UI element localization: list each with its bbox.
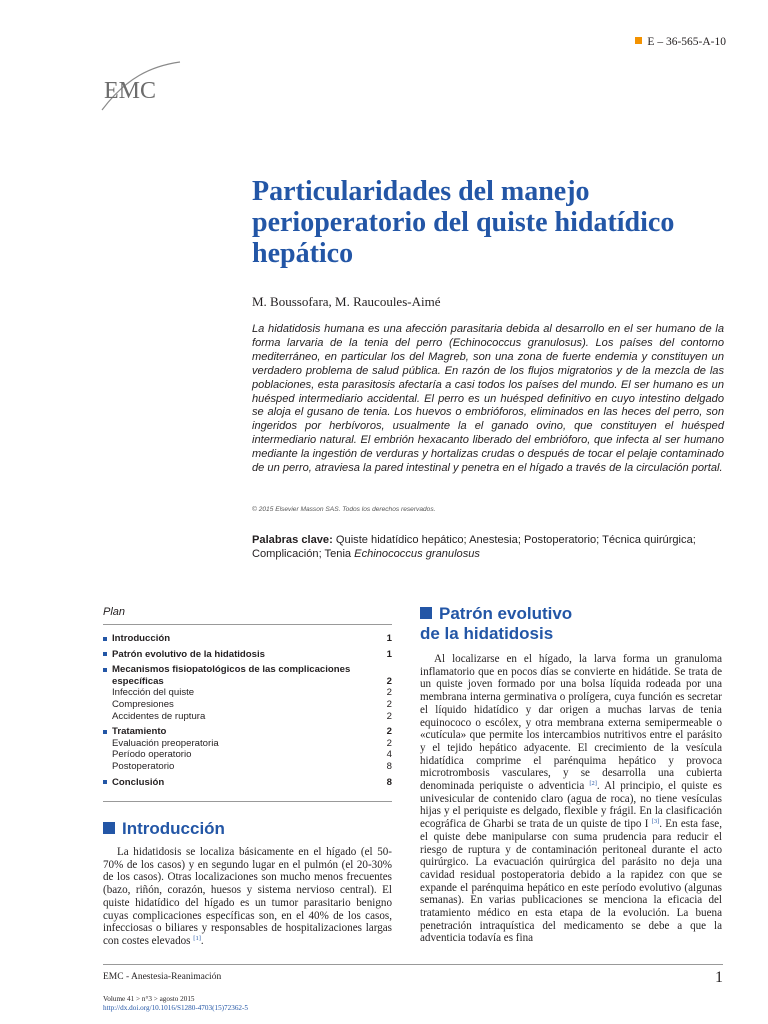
plan-bottom-rule xyxy=(103,801,392,802)
plan-item-page: 2 xyxy=(386,675,392,687)
article-title: Particularidades del manejo perioperatorio del quiste hidatídico hepático xyxy=(252,176,675,269)
footer-volume: Volume 41 > n°3 > agosto 2015 xyxy=(103,995,195,1003)
plan-item-page: 2 xyxy=(386,687,392,699)
keywords xyxy=(252,533,724,561)
plan-item-page: 4 xyxy=(386,749,392,761)
patron-paragraph: Al localizarse en el hígado, la larva forma un granuloma inflamatorio que en pocos días se convierte en hidátide. Se trata de un quiste joven formado por una bolsa líquida rodeada por una membrana interna germinativa o prolígera, cuya función es secretar el líquido hidatídico y dar origen a muchas larvas de tenia equinococo o escólex, y otra membrana externa semipermeable o «cutícula» que permite los intercambios nutritivos entre el parásito y el tejido hepático adyacente. El crecimiento de la vesícula hidatídica comprime el parénquima hepático y provoca microtrombosis vasculares, y se desarrolla una cubierta denominada periquiste o adventicia [2]. Al principio, el quiste es univesicular de contenido claro (agua de roca), no tiene vesículas hijas y el periquiste es delgado, flexible y frágil. En la clasificación ecográfica de Gharbi se trata de un quiste de tipo I [3]. En esta fase, el quiste debe manipularse con suma prudencia para reducir el riesgo de ruptura y de contaminación peritoneal durante el acto quirúrgico. La evacuación quirúrgica del parásito no deja una cavidad residual postoperatoria debido a la rapidez con que se expande el parénquima hepático en este período evolutivo (algunas semanas). En varias publicaciones se menciona la eficacia del tratamiento médico en esta etapa de la evolución. La buena penetración intraquística del medicamento se debe a que la adventicia todavía es fina xyxy=(420,653,722,945)
copyright-notice: © 2015 Elsevier Masson SAS. Todos los derechos reservados. xyxy=(252,506,436,513)
plan-item-label: Introducción xyxy=(112,633,171,644)
plan-item-label: Evaluación preoperatoria xyxy=(112,737,219,749)
plan-top-rule xyxy=(103,624,392,625)
section-heading-patron-evolutivo: Patrón evolutivo de la hidatidosis xyxy=(420,604,573,643)
plan-item-label: Infección del quiste xyxy=(112,687,195,699)
keywords-label: Palabras clave: xyxy=(252,534,333,546)
footer-rule xyxy=(103,964,723,965)
plan-item[interactable] xyxy=(103,761,392,773)
plan-item[interactable] xyxy=(103,749,392,761)
section-heading-introduccion: Introducción xyxy=(103,819,225,839)
reference-link[interactable]: [3] xyxy=(651,818,660,826)
plan-item-label: Tratamiento xyxy=(112,726,167,738)
plan-item-label: específicas xyxy=(112,675,164,687)
plan-item-label: Compresiones xyxy=(112,698,174,710)
plan-item-page xyxy=(384,664,392,676)
doi-link[interactable]: http://dx.doi.org/10.1016/S1280-4703(15)72362-5 xyxy=(103,1004,249,1012)
plan-item-label: Postoperatorio xyxy=(112,760,175,772)
keywords-italic: Echinococcus granulosus xyxy=(354,548,480,560)
plan-item-page: 8 xyxy=(386,760,392,772)
emc-logo xyxy=(96,58,186,118)
orange-square-icon xyxy=(635,37,642,44)
keywords-list: Quiste hidatídico hepático; Anestesia; Postoperatorio; Técnica quirúrgica; Complicación; Tenia xyxy=(252,534,696,560)
plan-item-label: Mecanismos fisiopatológicos de las complicaciones xyxy=(112,664,351,676)
article-authors: M. Boussofara, M. Raucoules-Aimé xyxy=(252,294,441,309)
plan-item-page: 2 xyxy=(386,726,392,738)
plan-item-label: Patrón evolutivo de la hidatidosis xyxy=(112,648,265,660)
plan-item-page: 1 xyxy=(386,633,392,644)
plan-item[interactable] xyxy=(103,777,392,789)
plan-item-label: Conclusión xyxy=(112,776,165,788)
plan-list xyxy=(103,633,392,788)
plan-item[interactable] xyxy=(103,687,392,699)
article-reference-code: E – 36-565-A-10 xyxy=(635,36,726,48)
plan-item[interactable] xyxy=(103,664,392,676)
plan-item[interactable] xyxy=(103,676,392,688)
plan-item-page: 2 xyxy=(386,737,392,749)
reference-link[interactable]: [1] xyxy=(193,934,201,942)
plan-item-page: 8 xyxy=(386,776,392,788)
intro-paragraph: La hidatidosis se localiza básicamente en el hígado (el 50-70% de los casos) y en segundo lugar en el pulmón (el 20-30% de los casos). Otras localizaciones son mucho menos frecuentes (bazo, riñón, corazón, huesos y sistema nervioso central). El quiste hidatídico del hígado es un tumor parasitario benigno cuyas complicaciones específicas son, en el 40% de los casos, infecciosas o biliares y responsables de hospitalizaciones largas con costes elevados [1]. xyxy=(103,846,392,947)
svg-text:EMC: EMC xyxy=(104,78,157,104)
article-abstract: La hidatidosis humana es una afección parasitaria debida al desarrollo en el ser humano de la forma larvaria de la tenia del perro (Echinococcus granulosus). Los países del contorno mediterráneo, en particular los del Magreb, son una zona de fuerte endemia y constituyen un verdadero problema de salud pública. En razón de los flujos migratorios y de la mezcla de las poblaciones, esta parasitosis afectaría a casi todos los países del mundo. El ser humano es un huésped intermediario accidental. El perro es un huésped definitivo en cuyo intestino delgado se aloja el gusano de tenia. Los huevos o embrióforos, eliminados en las heces del perro, son ingeridos por herbívoros, usualmente la el ganado ovino, que constituyen el huésped intermediario natural. El embrión hexacanto liberado del embrióforo, que infecta al ser humano mediante la ingestión de verduras y hortalizas crudas o después de tocar el pelaje contaminado de un perro, atraviesa la pared intestinal y penetra en el hígado a través de la circulación portal. xyxy=(252,323,724,475)
footer-journal: EMC - Anestesia-Reanimación xyxy=(103,972,222,982)
plan-item-page: 2 xyxy=(386,710,392,722)
plan-item[interactable] xyxy=(103,633,392,645)
page-number: 1 xyxy=(715,969,723,986)
plan-item-page: 2 xyxy=(386,698,392,710)
plan-item-label: Accidentes de ruptura xyxy=(112,710,206,722)
plan-item[interactable] xyxy=(103,726,392,738)
blue-square-icon xyxy=(420,607,432,619)
plan-item[interactable] xyxy=(103,649,392,661)
plan-item[interactable] xyxy=(103,738,392,750)
reference-link[interactable]: [2] xyxy=(589,780,597,788)
plan-item[interactable] xyxy=(103,699,392,711)
plan-item[interactable] xyxy=(103,711,392,723)
plan-item-page: 1 xyxy=(386,648,392,660)
plan-label: Plan xyxy=(103,606,126,618)
plan-item-label: Período operatorio xyxy=(112,749,192,761)
blue-square-icon xyxy=(103,822,115,834)
